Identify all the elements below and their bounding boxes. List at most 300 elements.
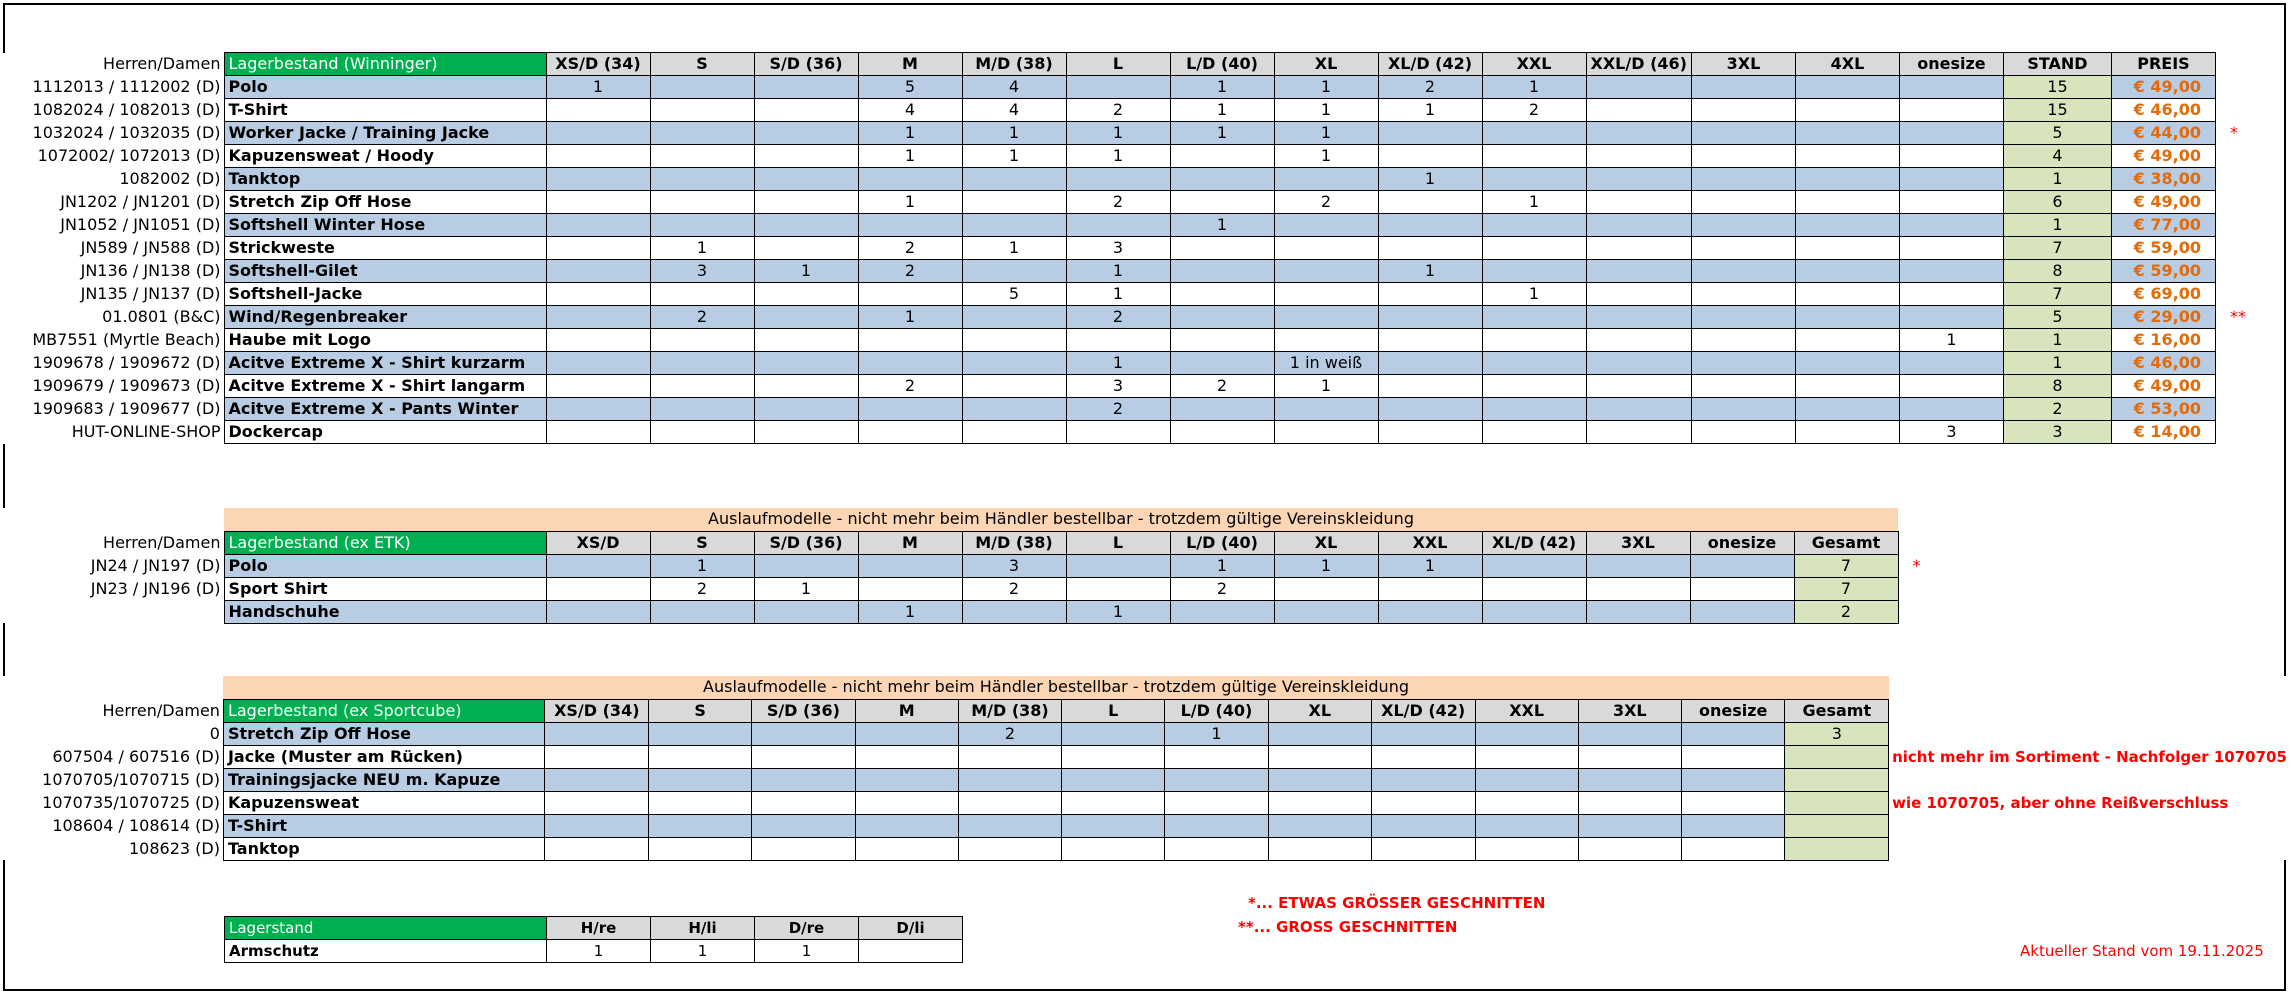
- size-header: S: [649, 699, 752, 722]
- size-count: [1482, 122, 1586, 145]
- size-count: [1795, 76, 1899, 99]
- size-count: [546, 306, 650, 329]
- size-count: 2: [650, 577, 754, 600]
- size-header: XS/D (34): [545, 699, 649, 722]
- size-count: [1691, 145, 1795, 168]
- article-code: 1032024 / 1032035 (D): [0, 122, 224, 145]
- size-count: [1578, 768, 1681, 791]
- size-note-mark: [2215, 398, 2255, 421]
- article-code: 1070705/1070715 (D): [0, 768, 223, 791]
- size-count: [650, 600, 754, 623]
- size-count: [1274, 577, 1378, 600]
- size-count: [1165, 814, 1269, 837]
- size-count: [546, 375, 650, 398]
- size-count: [1691, 260, 1795, 283]
- size-count: 1: [1378, 554, 1482, 577]
- size-count: 1: [1274, 76, 1378, 99]
- size-note-mark: [2215, 214, 2255, 237]
- size-count: 1: [1066, 352, 1170, 375]
- size-count: [1795, 283, 1899, 306]
- size-count: [546, 600, 650, 623]
- size-count: [754, 329, 858, 352]
- legend-line-2: **... GROSS GESCHNITTEN: [1238, 918, 1458, 936]
- size-count: [1482, 214, 1586, 237]
- size-header: onesize: [1690, 531, 1794, 554]
- size-count: [1795, 352, 1899, 375]
- size-count: [1371, 837, 1475, 860]
- price-cell: € 59,00: [2111, 260, 2215, 283]
- size-count: [1795, 214, 1899, 237]
- size-count: [1795, 329, 1899, 352]
- size-count: [1795, 306, 1899, 329]
- size-count: 1: [1274, 554, 1378, 577]
- article-name: Kapuzensweat / Hoody: [224, 145, 546, 168]
- size-count: [546, 214, 650, 237]
- size-count: 2: [1170, 375, 1274, 398]
- size-count: [1482, 306, 1586, 329]
- size-count: [754, 237, 858, 260]
- size-count: [1274, 600, 1378, 623]
- category-header: Lagerbestand (ex ETK): [224, 531, 546, 554]
- size-header: XL: [1274, 531, 1378, 554]
- size-count: [1378, 600, 1482, 623]
- article-name: Stretch Zip Off Hose: [223, 722, 544, 745]
- stand-total: 3: [2003, 421, 2111, 444]
- size-count: [858, 352, 962, 375]
- size-count: [1378, 237, 1482, 260]
- size-count: [754, 214, 858, 237]
- size-count: [1482, 600, 1586, 623]
- size-count: [1062, 837, 1165, 860]
- total-cell: [1785, 768, 1889, 791]
- size-count: [1274, 329, 1378, 352]
- article-name: Tanktop: [224, 168, 546, 191]
- size-count: [546, 168, 650, 191]
- size-count: [858, 168, 962, 191]
- size-note-mark: [2215, 99, 2255, 122]
- table-row: [0, 306, 2255, 329]
- size-count: [1899, 352, 2003, 375]
- size-count: [1268, 837, 1371, 860]
- size-header: S: [650, 531, 754, 554]
- header-row: [0, 699, 2291, 722]
- size-count: 1: [1170, 554, 1274, 577]
- size-count: [1170, 168, 1274, 191]
- size-count: [1578, 791, 1681, 814]
- size-count: [752, 791, 856, 814]
- size-count: 1: [754, 577, 858, 600]
- stand-total: 15: [2003, 76, 2111, 99]
- size-count: [1274, 283, 1378, 306]
- size-count: [1899, 260, 2003, 283]
- size-count: [1165, 791, 1269, 814]
- size-header: 3XL: [1691, 53, 1795, 76]
- size-count: [546, 329, 650, 352]
- stand-header: STAND: [2003, 53, 2111, 76]
- size-header: XL: [1274, 53, 1378, 76]
- total-cell: [1785, 814, 1889, 837]
- size-count: [1795, 168, 1899, 191]
- size-count: [1475, 768, 1578, 791]
- size-header: L: [1066, 53, 1170, 76]
- size-count: [1274, 421, 1378, 444]
- size-count: [650, 398, 754, 421]
- size-count: [545, 768, 649, 791]
- size-count: [855, 791, 958, 814]
- size-count: [1268, 745, 1371, 768]
- size-count: [1371, 722, 1475, 745]
- article-name: Jacke (Muster am Rücken): [223, 745, 544, 768]
- stand-total: 1: [2003, 214, 2111, 237]
- size-count: [1795, 375, 1899, 398]
- table-row: [0, 260, 2255, 283]
- size-count: [1691, 352, 1795, 375]
- blank-cell: [1889, 676, 2291, 699]
- size-count: [1371, 768, 1475, 791]
- size-count: [546, 283, 650, 306]
- price-header: PREIS: [2111, 53, 2215, 76]
- size-count: 2: [1066, 306, 1170, 329]
- table-row: [0, 76, 2255, 99]
- size-count: [650, 122, 754, 145]
- size-note-mark: [2215, 352, 2255, 375]
- article-code: 1070735/1070725 (D): [0, 791, 223, 814]
- size-count: [650, 375, 754, 398]
- size-count: [546, 421, 650, 444]
- article-name: Trainingsjacke NEU m. Kapuze: [223, 768, 544, 791]
- size-note-mark: [2215, 168, 2255, 191]
- label-header: Herren/Damen: [0, 699, 223, 722]
- price-cell: € 49,00: [2111, 375, 2215, 398]
- size-count: [650, 283, 754, 306]
- size-count: 1: [1170, 76, 1274, 99]
- inventory-table-ex-sportcube: [0, 676, 2291, 861]
- size-count: 1: [858, 145, 962, 168]
- size-count: 2: [1066, 191, 1170, 214]
- stand-total: 5: [2003, 122, 2111, 145]
- size-note-mark: [2215, 283, 2255, 306]
- size-count: 2: [1066, 398, 1170, 421]
- article-name: Tanktop: [223, 837, 544, 860]
- size-count: [958, 791, 1062, 814]
- size-header: XXL: [1475, 699, 1578, 722]
- size-count: [754, 600, 858, 623]
- size-count: [1371, 791, 1475, 814]
- size-count: [1586, 99, 1691, 122]
- spacer-cell: [2215, 53, 2255, 76]
- armschutz-stock-table: [224, 916, 963, 963]
- size-count: [1170, 600, 1274, 623]
- size-count: [754, 99, 858, 122]
- size-count: [962, 306, 1066, 329]
- article-code: 108623 (D): [0, 837, 223, 860]
- size-count: [1062, 722, 1165, 745]
- size-header: H/li: [651, 917, 755, 940]
- size-note-mark: [1898, 577, 1925, 600]
- size-count: [1482, 554, 1586, 577]
- article-name: Wind/Regenbreaker: [224, 306, 546, 329]
- size-header: H/re: [547, 917, 651, 940]
- size-count: [752, 745, 856, 768]
- table-row: [0, 352, 2255, 375]
- size-count: 1: [1378, 99, 1482, 122]
- table-row: [0, 145, 2255, 168]
- size-count: [754, 398, 858, 421]
- size-count: [1378, 145, 1482, 168]
- legend-line-1: *... ETWAS GRÖSSER GESCHNITTEN: [1248, 894, 1546, 912]
- spacer-cell: [1898, 531, 1925, 554]
- size-count: [858, 283, 962, 306]
- blank-cell: [0, 676, 223, 699]
- total-cell: 7: [1794, 554, 1898, 577]
- size-count: [1691, 375, 1795, 398]
- size-count: [1268, 722, 1371, 745]
- size-count: [1899, 168, 2003, 191]
- size-count: [545, 814, 649, 837]
- size-count: [1586, 329, 1691, 352]
- price-cell: € 77,00: [2111, 214, 2215, 237]
- size-count: [546, 352, 650, 375]
- size-note-mark: [2215, 421, 2255, 444]
- size-count: [1482, 398, 1586, 421]
- table-row: [0, 237, 2255, 260]
- size-header: 3XL: [1578, 699, 1681, 722]
- size-count: [1274, 398, 1378, 421]
- size-count: [752, 837, 856, 860]
- table-row: [0, 99, 2255, 122]
- price-cell: € 69,00: [2111, 283, 2215, 306]
- size-header: 3XL: [1586, 531, 1690, 554]
- article-code: 1112013 / 1112002 (D): [0, 76, 224, 99]
- size-note-mark: *: [2215, 122, 2255, 145]
- table-row: [0, 837, 2291, 860]
- size-count: 2: [958, 722, 1062, 745]
- size-count: [1371, 745, 1475, 768]
- stand-total: 2: [2003, 398, 2111, 421]
- article-code: 0: [0, 722, 223, 745]
- size-count: [958, 745, 1062, 768]
- category-header: Lagerbestand (Winninger): [224, 53, 546, 76]
- article-name: Stretch Zip Off Hose: [224, 191, 546, 214]
- table-row: [0, 375, 2255, 398]
- stand-total: 7: [2003, 237, 2111, 260]
- size-note-mark: [2215, 145, 2255, 168]
- size-header: XL/D (42): [1378, 53, 1482, 76]
- stand-total: 1: [2003, 168, 2111, 191]
- size-count: [1378, 122, 1482, 145]
- size-count: [1691, 76, 1795, 99]
- article-code: JN24 / JN197 (D): [0, 554, 224, 577]
- size-count: [1274, 306, 1378, 329]
- spacer-cell: [1889, 699, 2291, 722]
- article-code: 1909678 / 1909672 (D): [0, 352, 224, 375]
- size-header: XL: [1268, 699, 1371, 722]
- article-code: 1909683 / 1909677 (D): [0, 398, 224, 421]
- size-count: [650, 76, 754, 99]
- article-name: Handschuhe: [224, 600, 546, 623]
- size-count: [754, 306, 858, 329]
- article-name: Haube mit Logo: [224, 329, 546, 352]
- label-header: Herren/Damen: [0, 53, 224, 76]
- header-row: [0, 531, 1925, 554]
- size-header: L/D (40): [1170, 531, 1274, 554]
- size-count: [1681, 814, 1785, 837]
- size-count: [754, 145, 858, 168]
- size-count: [1170, 283, 1274, 306]
- size-count: 2: [650, 306, 754, 329]
- price-cell: € 53,00: [2111, 398, 2215, 421]
- article-name: Strickweste: [224, 237, 546, 260]
- size-count: [858, 398, 962, 421]
- size-count: [1690, 554, 1794, 577]
- article-name: Polo: [224, 554, 546, 577]
- size-count: [1378, 398, 1482, 421]
- size-count: [1170, 352, 1274, 375]
- size-count: 1: [1170, 122, 1274, 145]
- size-count: [649, 791, 752, 814]
- size-count: [1691, 306, 1795, 329]
- size-count: [1165, 745, 1269, 768]
- size-count: 1: [1482, 76, 1586, 99]
- size-count: [958, 768, 1062, 791]
- table-row: [0, 600, 1925, 623]
- size-count: [754, 168, 858, 191]
- size-count: [858, 577, 962, 600]
- size-count: [545, 837, 649, 860]
- size-count: 1: [962, 122, 1066, 145]
- size-count: [958, 837, 1062, 860]
- size-count: 1: [1378, 168, 1482, 191]
- size-count: [1899, 375, 2003, 398]
- size-count: [1062, 814, 1165, 837]
- size-count: [1586, 260, 1691, 283]
- size-header: onesize: [1681, 699, 1785, 722]
- size-count: [649, 837, 752, 860]
- size-count: 1 in weiß: [1274, 352, 1378, 375]
- size-count: 1: [1274, 375, 1378, 398]
- price-cell: € 29,00: [2111, 306, 2215, 329]
- article-name: Sport Shirt: [224, 577, 546, 600]
- size-count: 2: [1170, 577, 1274, 600]
- blank-cell: [1898, 508, 1925, 531]
- size-count: 1: [1274, 122, 1378, 145]
- table-row: [0, 122, 2255, 145]
- row-remark: nicht mehr im Sortiment - Nachfolger 1070705: [1889, 745, 2291, 768]
- size-count: [650, 352, 754, 375]
- size-count: [1899, 398, 2003, 421]
- size-header: onesize: [1899, 53, 2003, 76]
- size-count: [1690, 600, 1794, 623]
- header-row: [225, 917, 963, 940]
- size-count: [962, 352, 1066, 375]
- size-header: XXL: [1378, 531, 1482, 554]
- size-count: [962, 214, 1066, 237]
- size-count: [546, 577, 650, 600]
- size-count: [1482, 352, 1586, 375]
- size-count: [1691, 99, 1795, 122]
- size-count: 2: [1274, 191, 1378, 214]
- size-count: [1170, 260, 1274, 283]
- size-header: D/re: [755, 917, 859, 940]
- size-count: [1899, 122, 2003, 145]
- size-count: 3: [962, 554, 1066, 577]
- article-name: Acitve Extreme X - Shirt langarm: [224, 375, 546, 398]
- stand-total: 7: [2003, 283, 2111, 306]
- price-cell: € 44,00: [2111, 122, 2215, 145]
- size-count: [1170, 145, 1274, 168]
- size-count: [649, 768, 752, 791]
- size-count: 1: [1066, 145, 1170, 168]
- size-count: [855, 722, 958, 745]
- table-row: [0, 745, 2291, 768]
- size-count: [1899, 237, 2003, 260]
- size-count: 1: [1378, 260, 1482, 283]
- size-count: [546, 237, 650, 260]
- size-count: 1: [651, 940, 755, 963]
- size-count: [1066, 554, 1170, 577]
- article-code: [0, 600, 224, 623]
- table-row: [0, 791, 2291, 814]
- size-count: 4: [858, 99, 962, 122]
- total-cell: [1785, 745, 1889, 768]
- size-count: [1378, 283, 1482, 306]
- size-count: [754, 76, 858, 99]
- size-count: [1691, 398, 1795, 421]
- size-note-mark: [2215, 329, 2255, 352]
- size-count: [1268, 768, 1371, 791]
- size-count: 1: [1274, 99, 1378, 122]
- size-count: 2: [962, 577, 1066, 600]
- size-count: [855, 745, 958, 768]
- size-count: [752, 722, 856, 745]
- size-count: [650, 329, 754, 352]
- size-note-mark: [2215, 191, 2255, 214]
- size-count: 2: [1066, 99, 1170, 122]
- size-count: [1578, 814, 1681, 837]
- size-count: [650, 214, 754, 237]
- size-count: [1681, 745, 1785, 768]
- size-count: [1378, 375, 1482, 398]
- size-header: XS/D (34): [546, 53, 650, 76]
- size-note-mark: [1898, 600, 1925, 623]
- size-count: [546, 99, 650, 122]
- article-code: MB7551 (Myrtle Beach): [0, 329, 224, 352]
- size-count: 3: [1899, 421, 2003, 444]
- size-count: [1586, 214, 1691, 237]
- size-count: [855, 837, 958, 860]
- size-count: [858, 329, 962, 352]
- category-header: Lagerstand: [225, 917, 547, 940]
- article-name: Softshell Winter Hose: [224, 214, 546, 237]
- size-count: [754, 352, 858, 375]
- size-count: [650, 99, 754, 122]
- size-count: [1475, 791, 1578, 814]
- size-count: [650, 421, 754, 444]
- article-code: JN589 / JN588 (D): [0, 237, 224, 260]
- inventory-table-ex-etk: [0, 508, 1925, 624]
- article-name: Softshell-Gilet: [224, 260, 546, 283]
- size-count: [1170, 237, 1274, 260]
- size-count: [1475, 722, 1578, 745]
- article-name: Acitve Extreme X - Pants Winter: [224, 398, 546, 421]
- price-cell: € 49,00: [2111, 191, 2215, 214]
- size-count: [1170, 421, 1274, 444]
- table-row: [225, 940, 963, 963]
- article-name: Kapuzensweat: [223, 791, 544, 814]
- size-count: [1170, 329, 1274, 352]
- article-name: Acitve Extreme X - Shirt kurzarm: [224, 352, 546, 375]
- size-count: [650, 145, 754, 168]
